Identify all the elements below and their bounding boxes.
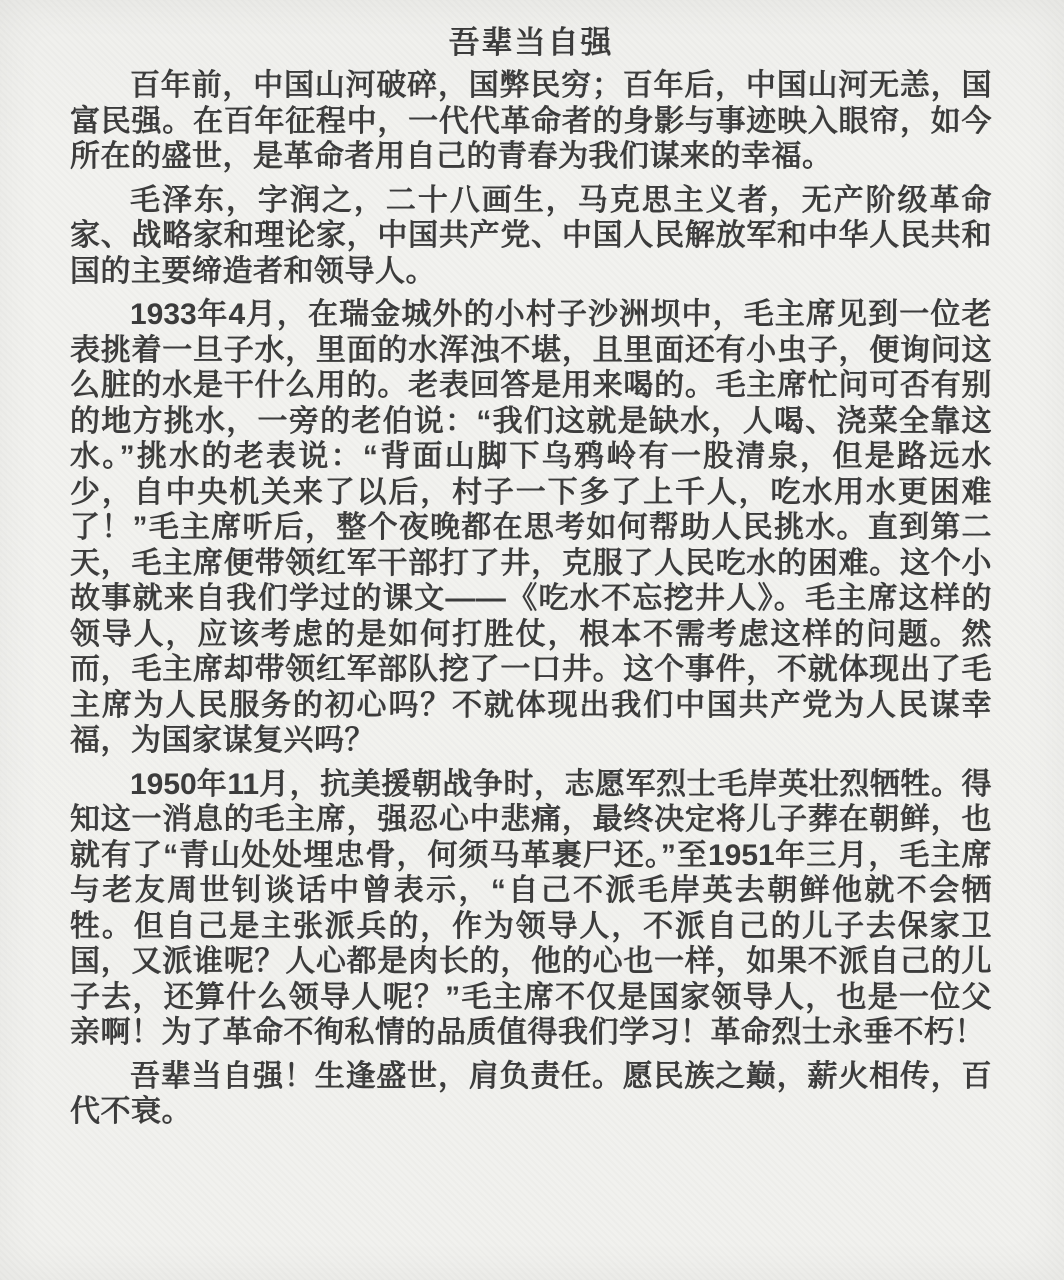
paragraph-well-story-1933	[70, 297, 992, 759]
bold-number: 4	[228, 298, 246, 331]
document-title: 吾辈当自强	[448, 25, 614, 60]
paragraph-conclusion	[70, 1059, 992, 1130]
bold-number: 1950	[130, 767, 197, 801]
paragraph-mao-anying-1950	[70, 767, 992, 1051]
text-run: 百年前，中国山河破碎，国弊民穷；百年后，中国山河无恙，国富民强。在百年征程中，一代代革命者的身影与事迹映入眼帘，如今所在的盛世，是革命者用自己的青春为我们谋来的幸福。	[70, 69, 992, 173]
text-run: 年	[196, 767, 228, 801]
text-run: 年	[196, 298, 229, 331]
bold-number: 1951	[707, 838, 775, 872]
text-run: 年三月，毛主席与老友周世钊谈话中曾表示，“自己不派毛岸英去朝鲜他就不会牺牲。但自己是主张派兵的，作为领导人，不派自己的儿子去保家卫国，又派谁呢？人心都是肉长的，他的心也一样，如果不派自己的儿子去，还算什么领导人呢？”毛主席不仅是国家领导人，也是一位父亲啊！为了革命不徇私情的品质值得我们学习！革命烈士永垂不朽！	[70, 838, 993, 1049]
text-run: 毛泽东，字润之，二十八画生，马克思主义者，无产阶级革命家、战略家和理论家，中国共产党、中国人民解放军和中华人民共和国的主要缔造者和领导人。	[70, 183, 992, 288]
bold-number: 1933	[130, 298, 197, 331]
text-run: 月，在瑞金城外的小村子沙洲坝中，毛主席见到一位老表挑着一旦子水，里面的水浑浊不堪，且里面还有小虫子，便询问这么脏的水是干什么用的。老表回答是用来喝的。毛主席忙问可否有别的地方挑水，一旁的老伯说：“我们这就是缺水，人喝、浇菜全靠这水。”挑水的老表说：“背面山脚下乌鸦岭有一股清泉，但是路远水少，自中央机关来了以后，村子一下多了上千人，吃水用水更困难了！”毛主席听后，整个夜晚都在思考如何帮助人民挑水。直到第二天，毛主席便带领红军干部打了井，克服了人民吃水的困难。这个小故事就来自我们学过的课文——《吃水不忘挖井人》。毛主席这样的领导人，应该考虑的是如何打胜仗，根本不需考虑这样的问题。然而，毛主席却带领红军部队挖了一口井。这个事件，不就体现出了毛主席为人民服务的初心吗？不就体现出我们中国共产党为人民谋幸福，为国家谋复兴吗？	[70, 298, 993, 757]
paragraph-intro	[70, 68, 992, 175]
paragraph-mao-biography	[70, 183, 992, 290]
bold-number: 11	[227, 767, 260, 801]
text-run: 吾辈当自强！生逢盛世，肩负责任。愿民族之巅，薪火相传，百代不衰。	[70, 1059, 992, 1128]
text-run: 月，抗美援朝战争时，志愿军烈士毛岸英壮烈牺牲。得知这一消息的毛主席，强忍心中悲痛，最终决定将儿子葬在朝鲜，也就有了“青山处处埋忠骨，何须马革裹尸还。”至	[70, 767, 993, 872]
